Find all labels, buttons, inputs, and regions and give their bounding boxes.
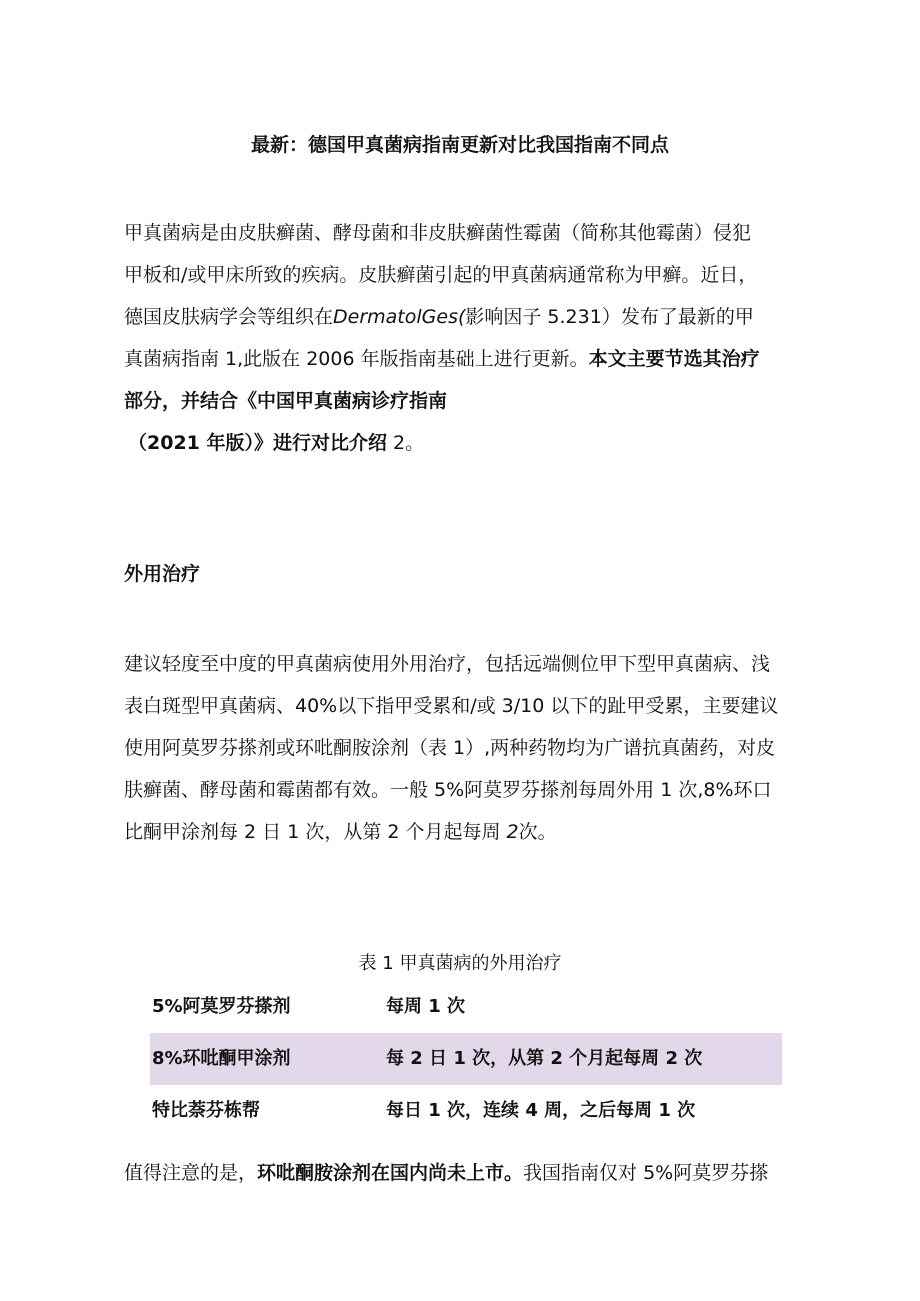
page-title: 最新：德国甲真菌病指南更新对比我国指南不同点: [250, 134, 669, 156]
table-row-highlighted: [150, 1033, 782, 1085]
table-caption: 表 1 甲真菌病的外用治疗: [358, 953, 562, 974]
intro-bold-text: 本文主要节选其治疗: [588, 348, 760, 370]
intro-text: 2。: [387, 432, 425, 454]
intro-bold-text: （2021 年版）》进行对比介绍: [128, 432, 387, 454]
table-row: [150, 1085, 782, 1137]
body-paragraph: [124, 643, 778, 853]
body-text: 比酮甲涂剂每 2 日 1 次，从第 2 个月起每周: [124, 821, 507, 843]
closing-line: [124, 1152, 768, 1194]
body-text: 次。: [518, 821, 557, 843]
table-cell-dose: 每日 1 次，连续 4 周，之后每周 1 次: [386, 1100, 696, 1121]
table-cell-dose: 每周 1 次: [386, 996, 466, 1017]
body-italic-text: 2: [506, 821, 519, 843]
section-heading: 外用治疗: [124, 563, 201, 585]
intro-line: [124, 296, 760, 338]
intro-text: 德国皮肤病学会等组织在: [124, 306, 334, 328]
table-cell-drug: 8%环吡酮甲涂剂: [152, 1048, 291, 1069]
body-line: 使用阿莫罗芬搽剂或环吡酮胺涂剂（表 1）,两种药物均为广谱抗真菌药，对皮: [124, 737, 776, 759]
closing-text: 我国指南仅对 5%阿莫罗芬搽: [523, 1162, 769, 1184]
body-line: 建议轻度至中度的甲真菌病使用外用治疗，包括远端侧位甲下型甲真菌病、浅: [124, 653, 771, 675]
intro-text: 影响因子 5.231）发布了最新的甲: [465, 306, 754, 328]
table-cell-drug: 特比萘芬栋帮: [152, 1100, 260, 1121]
intro-line: [124, 338, 760, 380]
table-cell-drug: 5%阿莫罗芬搽剂: [152, 996, 291, 1017]
table-row: [150, 981, 782, 1033]
body-line: 肤癣菌、酵母菌和霉菌都有效。一般 5%阿莫罗芬搽剂每周外用 1 次,8%环口: [124, 779, 772, 801]
intro-line: 甲真菌病是由皮肤癣菌、酵母菌和非皮肤癣菌性霉菌（简称其他霉菌）侵犯: [124, 222, 752, 244]
body-line: [124, 811, 778, 853]
intro-line: 部分，并结合《中国甲真菌病诊疗指南: [124, 390, 448, 412]
intro-line: [124, 422, 760, 464]
table-cell-dose: 每 2 日 1 次，从第 2 个月起每周 2 次: [386, 1048, 703, 1069]
intro-line: 甲板和/或甲床所致的疾病。皮肤癣菌引起的甲真菌病通常称为甲癣。近日，: [124, 264, 758, 286]
journal-name: DermatolGes: [333, 306, 458, 328]
closing-bold-text: 环吡酮胺涂剂在国内尚未上市。: [257, 1162, 524, 1184]
intro-text: (: [457, 306, 466, 328]
body-line: 表白斑型甲真菌病、40%以下指甲受累和/或 3/10 以下的趾甲受累，主要建议: [124, 695, 779, 717]
closing-text: 值得注意的是，: [124, 1162, 258, 1184]
intro-text: 真菌病指南 1,此版在 2006 年版指南基础上进行更新。: [124, 348, 589, 370]
intro-paragraph: [124, 212, 760, 464]
